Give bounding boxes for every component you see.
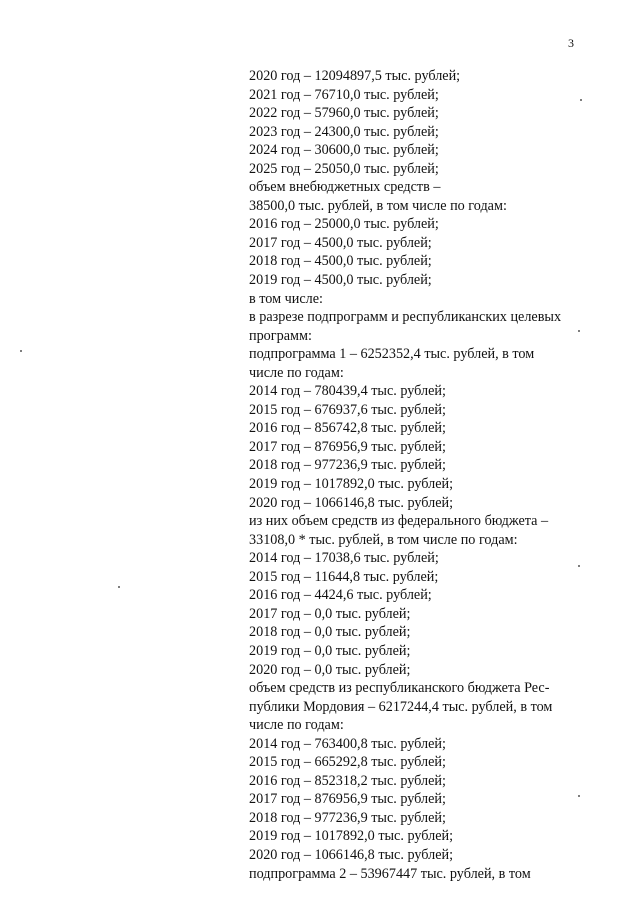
text-line: 38500,0 тыс. рублей, в том числе по годам: <box>249 197 507 214</box>
text-line: подпрограмма 2 – 53967447 тыс. рублей, в том <box>249 865 531 882</box>
text-line: 2015 год – 676937,6 тыс. рублей; <box>249 401 446 418</box>
text-line: 2020 год – 0,0 тыс. рублей; <box>249 661 411 678</box>
scan-speck <box>20 350 22 352</box>
text-line: объем средств из республиканского бюджета Рес- <box>249 680 550 697</box>
scan-speck <box>580 99 582 101</box>
text-line: 2017 год – 876956,9 тыс. рублей; <box>249 791 446 808</box>
scan-speck <box>118 586 120 588</box>
text-line: числе по годам: <box>249 717 344 734</box>
text-line: из них объем средств из федерального бюджета – <box>249 513 549 530</box>
text-line: программ: <box>249 327 312 344</box>
text-line: 2016 год – 856742,8 тыс. рублей; <box>249 420 446 437</box>
scan-speck <box>578 565 580 567</box>
text-line: подпрограмма 1 – 6252352,4 тыс. рублей, в том <box>249 346 535 363</box>
page-number: 3 <box>568 36 574 50</box>
text-line: в том числе: <box>249 290 323 307</box>
text-line: 2015 год – 11644,8 тыс. рублей; <box>249 568 439 585</box>
text-line: 2017 год – 0,0 тыс. рублей; <box>249 605 411 622</box>
text-line: 2018 год – 4500,0 тыс. рублей; <box>249 253 432 270</box>
text-line: публики Мордовия – 6217244,4 тыс. рублей, в том <box>249 698 553 715</box>
text-line: 2018 год – 0,0 тыс. рублей; <box>249 624 411 641</box>
text-line: 2019 год – 1017892,0 тыс. рублей; <box>249 476 454 493</box>
text-line: 2025 год – 25050,0 тыс. рублей; <box>249 160 439 177</box>
text-line: 2016 год – 4424,6 тыс. рублей; <box>249 587 432 604</box>
text-line: 2018 год – 977236,9 тыс. рублей; <box>249 809 446 826</box>
text-line: 2020 год – 12094897,5 тыс. рублей; <box>249 68 461 84</box>
text-line: 2014 год – 17038,6 тыс. рублей; <box>249 550 439 567</box>
text-line: 2017 год – 876956,9 тыс. рублей; <box>249 438 446 455</box>
text-line: числе по годам: <box>249 364 344 381</box>
text-line: 2023 год – 24300,0 тыс. рублей; <box>249 123 439 140</box>
text-line: 2014 год – 763400,8 тыс. рублей; <box>249 735 446 752</box>
text-line: 2021 год – 76710,0 тыс. рублей; <box>249 86 439 103</box>
text-line: 2018 год – 977236,9 тыс. рублей; <box>249 457 446 474</box>
text-line: 2019 год – 1017892,0 тыс. рублей; <box>249 828 454 845</box>
text-line: 33108,0 * тыс. рублей, в том числе по годам: <box>249 531 518 548</box>
text-line: 2016 год – 25000,0 тыс. рублей; <box>249 216 439 233</box>
text-line: 2019 год – 4500,0 тыс. рублей; <box>249 272 432 289</box>
scan-speck <box>578 330 580 332</box>
text-line: объем внебюджетных средств – <box>249 179 441 196</box>
text-line: 2022 год – 57960,0 тыс. рублей; <box>249 105 439 122</box>
text-line: в разрезе подпрограмм и республиканских целевых <box>249 309 562 326</box>
text-line: 2014 год – 780439,4 тыс. рублей; <box>249 383 446 400</box>
text-line: 2017 год – 4500,0 тыс. рублей; <box>249 234 432 251</box>
text-line: 2024 год – 30600,0 тыс. рублей; <box>249 142 439 159</box>
document-body <box>249 67 589 883</box>
text-line: 2020 год – 1066146,8 тыс. рублей; <box>249 494 454 511</box>
text-line: 2016 год – 852318,2 тыс. рублей; <box>249 772 446 789</box>
text-line: 2015 год – 665292,8 тыс. рублей; <box>249 754 446 771</box>
text-line: 2020 год – 1066146,8 тыс. рублей; <box>249 846 454 863</box>
scan-speck <box>578 795 580 797</box>
text-line: 2019 год – 0,0 тыс. рублей; <box>249 642 411 659</box>
